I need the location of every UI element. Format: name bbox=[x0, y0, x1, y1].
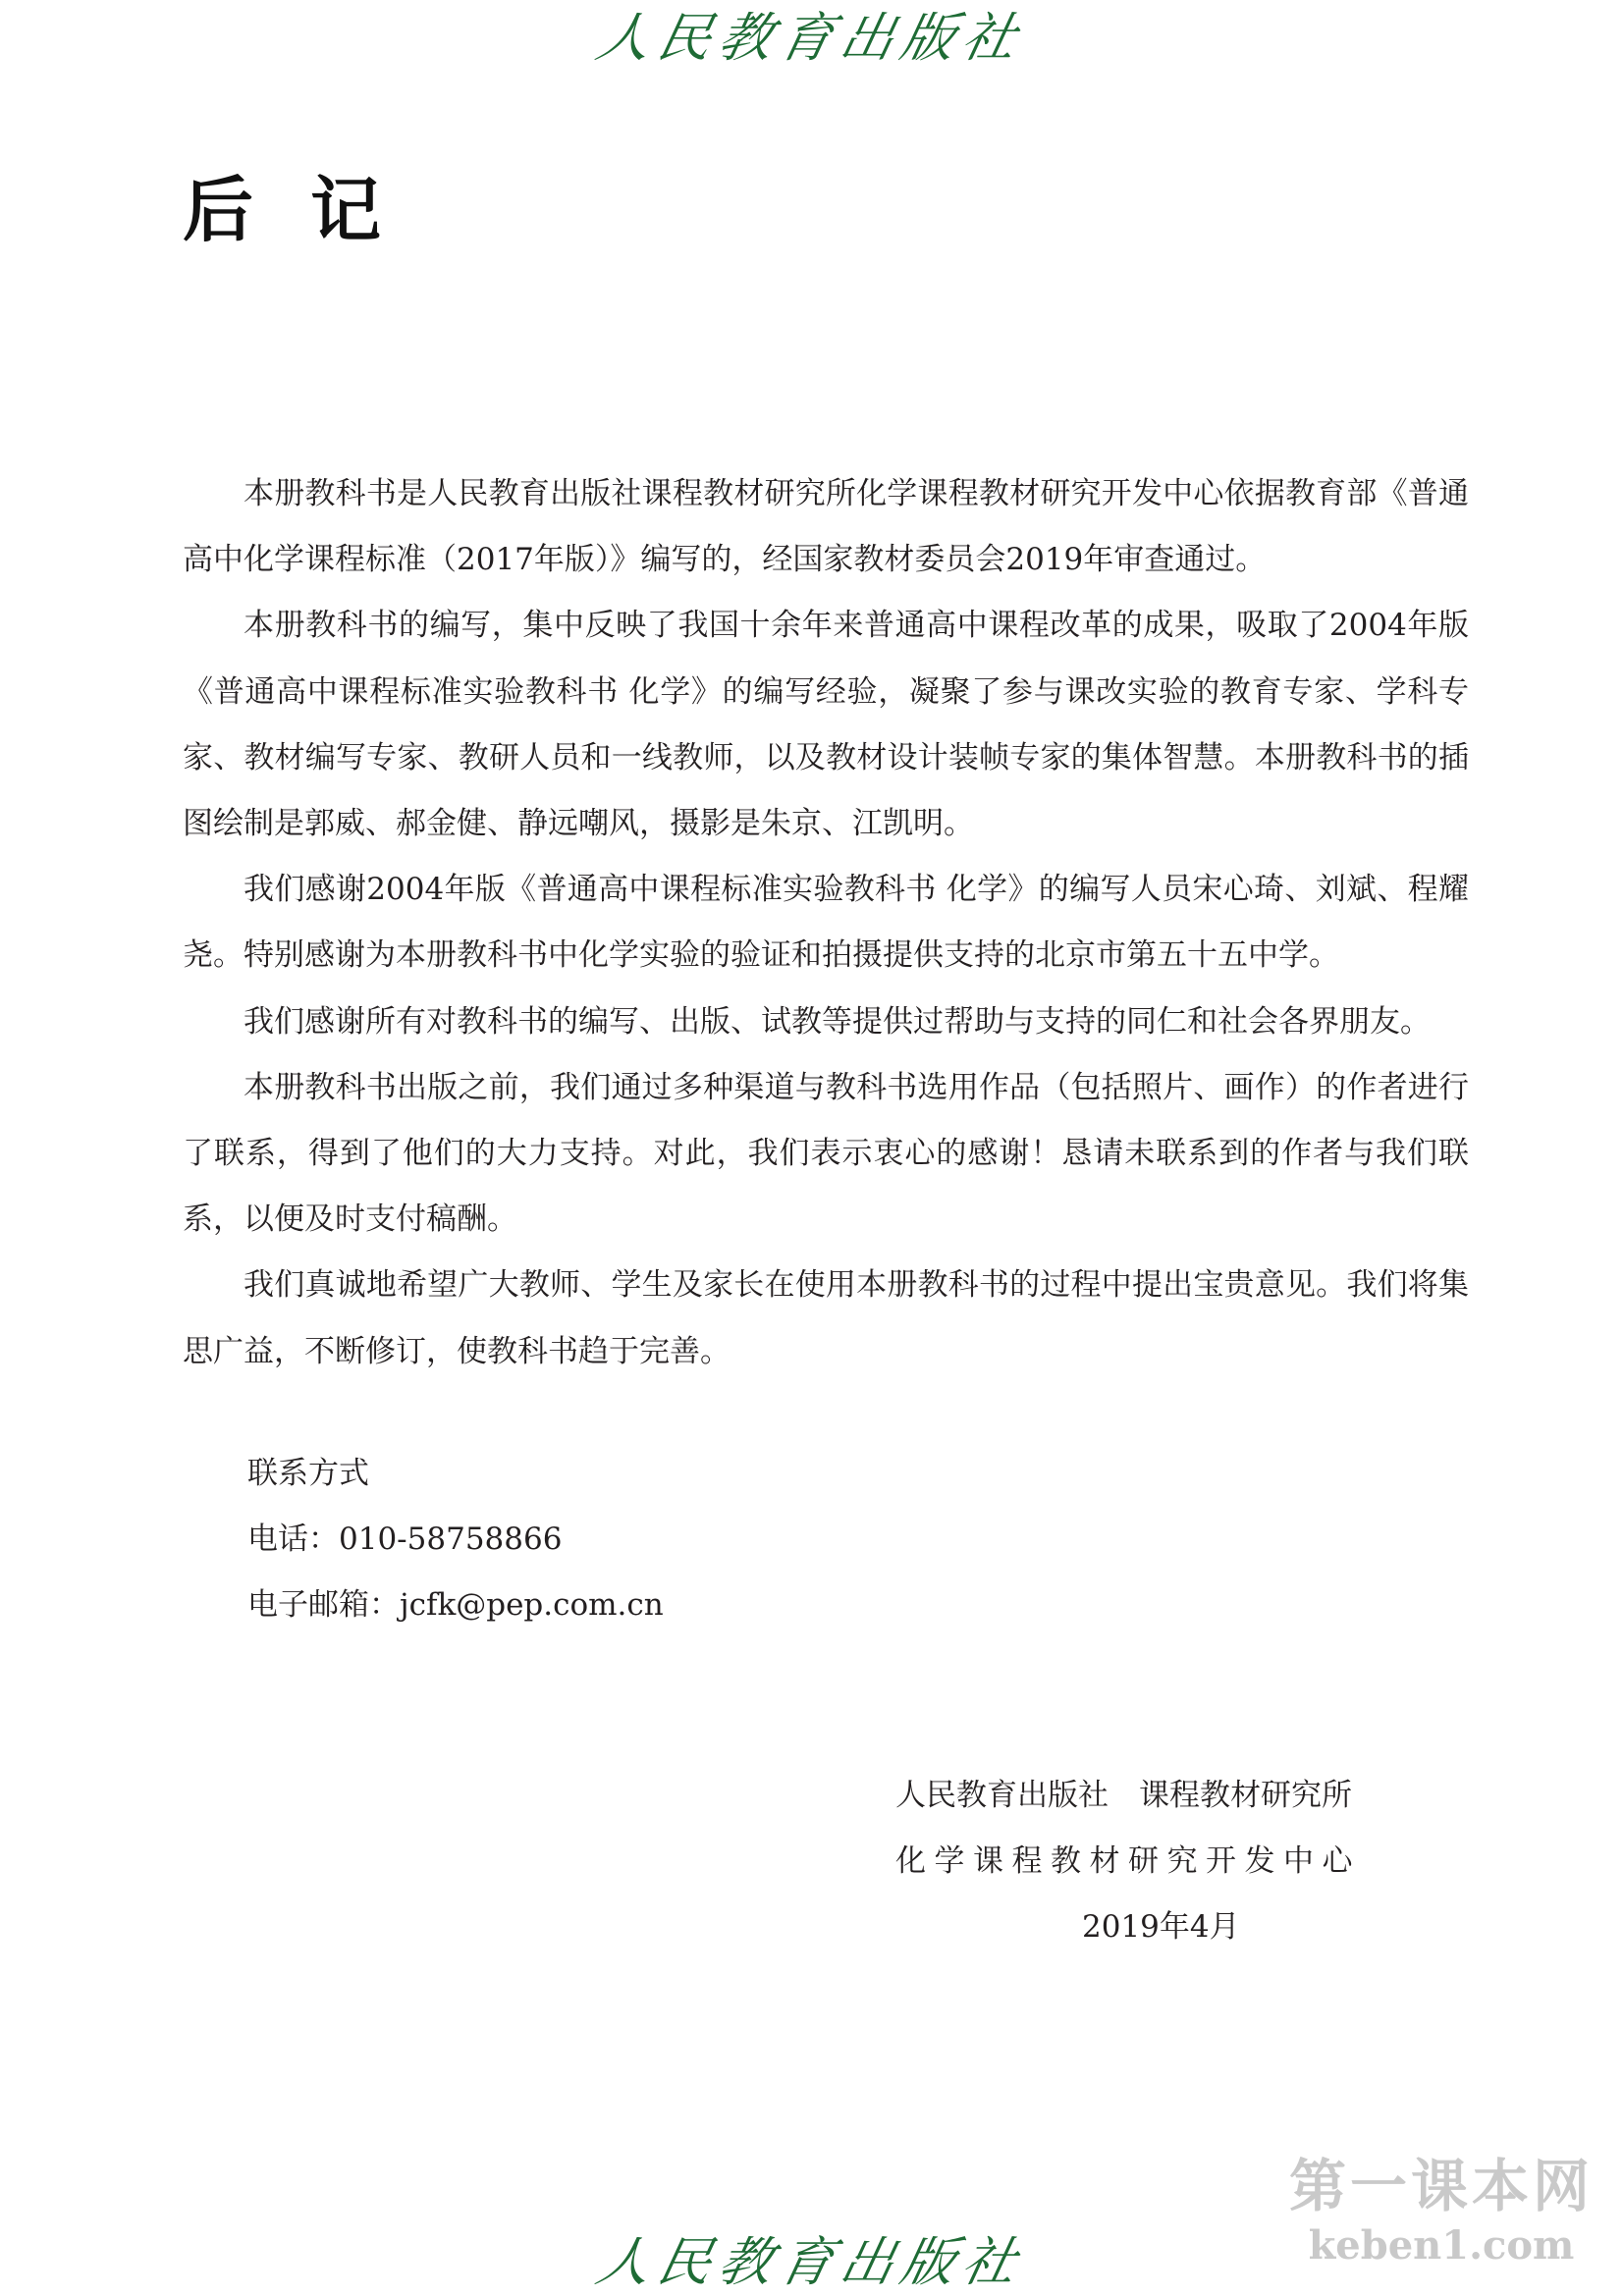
paragraph: 本册教科书出版之前，我们通过多种渠道与教科书选用作品（包括照片、画作）的作者进行了联系，得到了他们的大力支持。对此，我们表示衷心的感谢！恳请未联系到的作者与我们联系，以便及时支付稿酬。 bbox=[183, 1069, 1469, 1238]
paragraph: 我们感谢2004年版《普通高中课程标准实验教科书 化学》的编写人员宋心琦、刘斌、程耀尧。特别感谢为本册教科书中化学实验的验证和拍摄提供支持的北京市第五十五中学。 bbox=[183, 872, 1469, 974]
watermark-url: keben1.com bbox=[1308, 2222, 1575, 2269]
paragraph: 我们感谢所有对教科书的编写、出版、试教等提供过帮助与支持的同仁和社会各界朋友。 bbox=[243, 1003, 1431, 1040]
signature-date: 2019年4月 bbox=[1082, 1909, 1240, 1945]
paragraph: 本册教科书是人民教育出版社课程教材研究所化学课程教材研究开发中心依据教育部《普通高中化学课程标准（2017年版）》编写的，经国家教材委员会2019年审查通过。 bbox=[183, 476, 1469, 578]
afterword-body bbox=[183, 461, 1469, 1385]
paragraph: 本册教科书的编写，集中反映了我国十余年来普通高中课程改革的成果，吸取了2004年版《普通高中课程标准实验教科书 化学》的编写经验，凝聚了参与课改实验的教育专家、学科专家、教材编写专家、教研人员和一线教师，以及教材设计装帧专家的集体智慧。本册教科书的插图绘制是郭威、郝金健、静远嘲风，摄影是朱京、江凯明。 bbox=[183, 608, 1469, 842]
signature-center: 化学课程教材研究开发中心 bbox=[895, 1843, 1361, 1879]
watermark-name: 第一课本网 bbox=[1288, 2153, 1594, 2219]
signature-org: 人民教育出版社 课程教材研究所 bbox=[895, 1778, 1352, 1813]
publisher-logo-bottom: 人民教育出版社 bbox=[590, 2231, 1031, 2293]
watermark bbox=[1289, 2140, 1594, 2269]
contact-email: 电子邮箱：jcfk@pep.com.cn bbox=[247, 1587, 664, 1623]
page-title: 后记 bbox=[183, 169, 439, 251]
contact-heading: 联系方式 bbox=[247, 1456, 369, 1491]
signature-block bbox=[895, 1763, 1406, 1960]
contact-phone: 电话：010-58758866 bbox=[247, 1522, 563, 1557]
publisher-logo-top: 人民教育出版社 bbox=[590, 7, 1031, 69]
contact-block bbox=[247, 1441, 664, 1638]
paragraph: 我们真诚地希望广大教师、学生及家长在使用本册教科书的过程中提出宝贵意见。我们将集思广益，不断修订，使教科书趋于完善。 bbox=[183, 1267, 1469, 1369]
